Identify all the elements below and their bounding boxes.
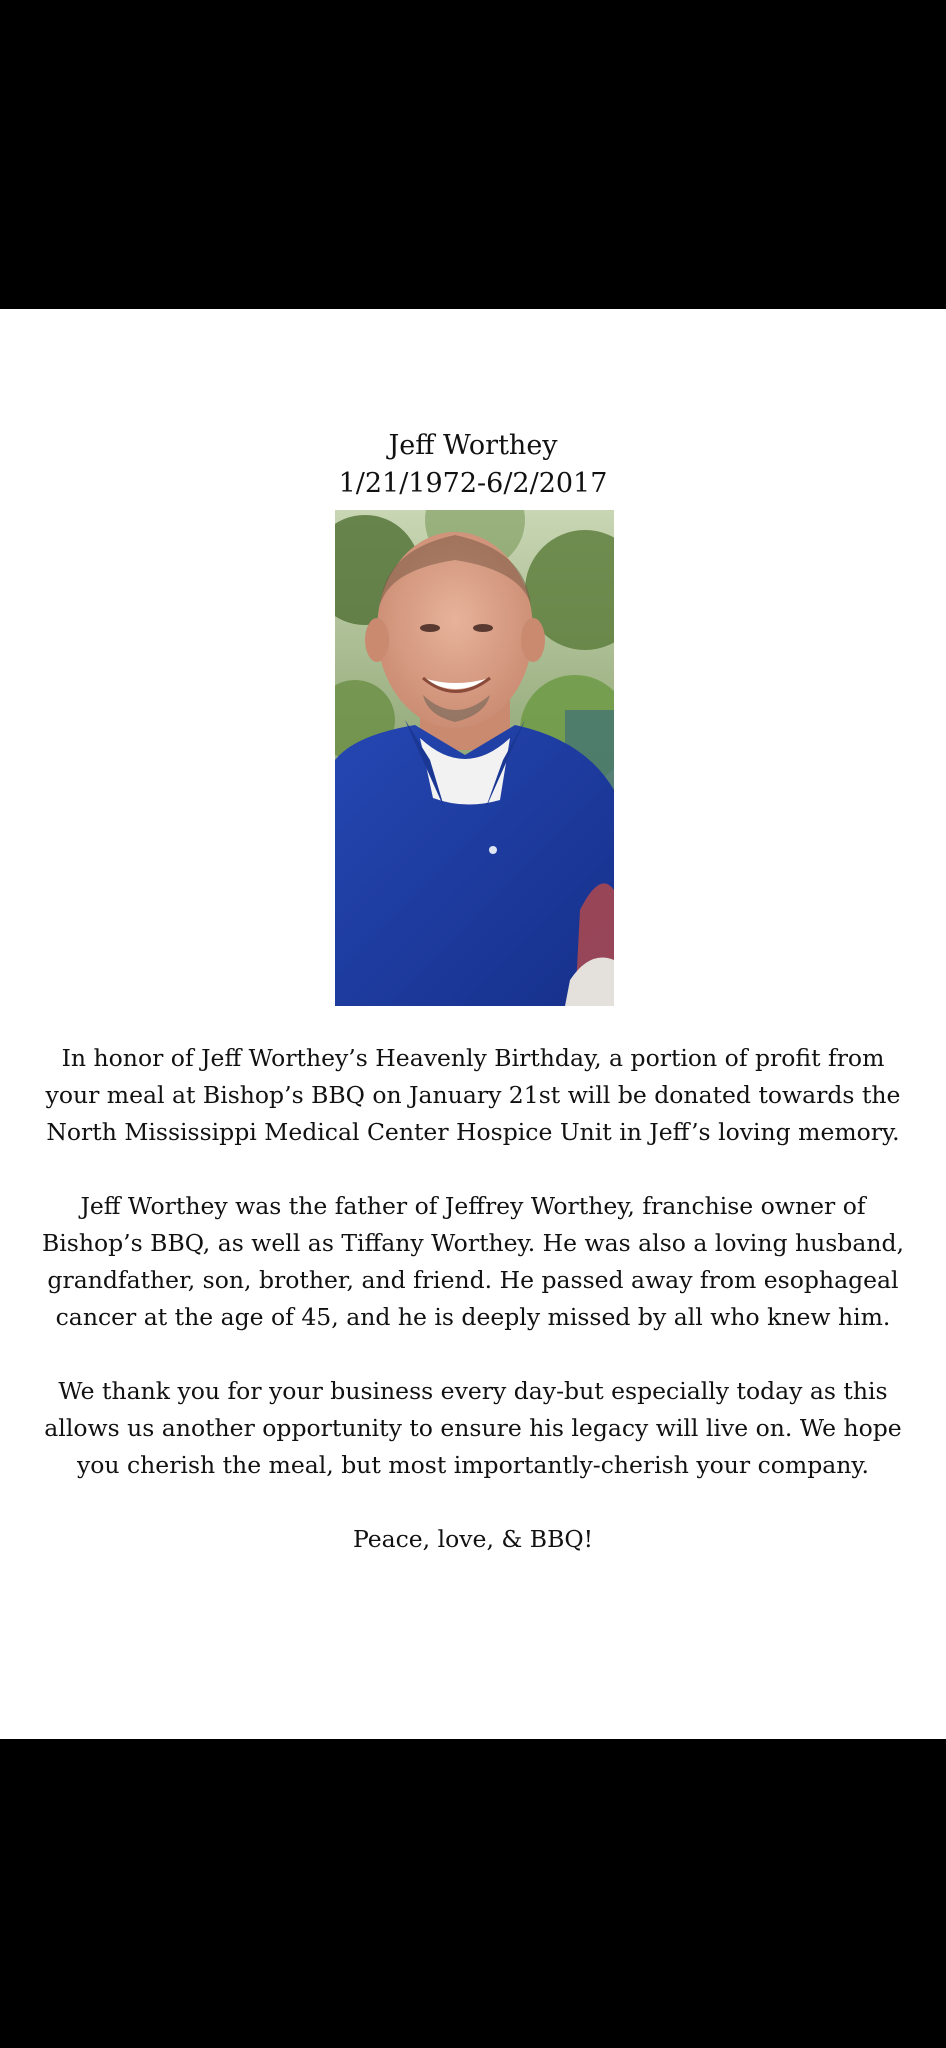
biography-paragraph: Jeff Worthey was the father of Jeffrey Worthey, franchise owner of Bishop’s BBQ, as well as Tiffany Worthey. He was also a loving husband, grandfather, son, brother, and friend. He passed away from esophageal cancer at the age of 45, and he is deeply missed by all who knew him. [42, 1192, 904, 1331]
memorial-flyer [0, 309, 946, 1739]
memorial-body [40, 1040, 906, 1558]
memorial-name: Jeff Worthey [388, 430, 558, 461]
thanks-paragraph: We thank you for your business every day-but especially today as this allows us another opportunity to ensure his legacy will live on. We hope you cherish the meal, but most importantly-cherish your company. [44, 1377, 902, 1479]
honor-paragraph: In honor of Jeff Worthey’s Heavenly Birthday, a portion of profit from your meal at Bishop’s BBQ on January 21st will be donated towards the North Mississippi Medical Center Hospice Unit in Jeff’s loving memory. [45, 1044, 901, 1146]
memorial-dates: 1/21/1972-6/2/2017 [338, 468, 608, 499]
closing-line: Peace, love, & BBQ! [352, 1525, 594, 1553]
top-letterbox-bar [0, 0, 946, 309]
memorial-header [0, 427, 946, 503]
bottom-letterbox-bar [0, 1739, 946, 2048]
portrait-photo [335, 510, 614, 1006]
